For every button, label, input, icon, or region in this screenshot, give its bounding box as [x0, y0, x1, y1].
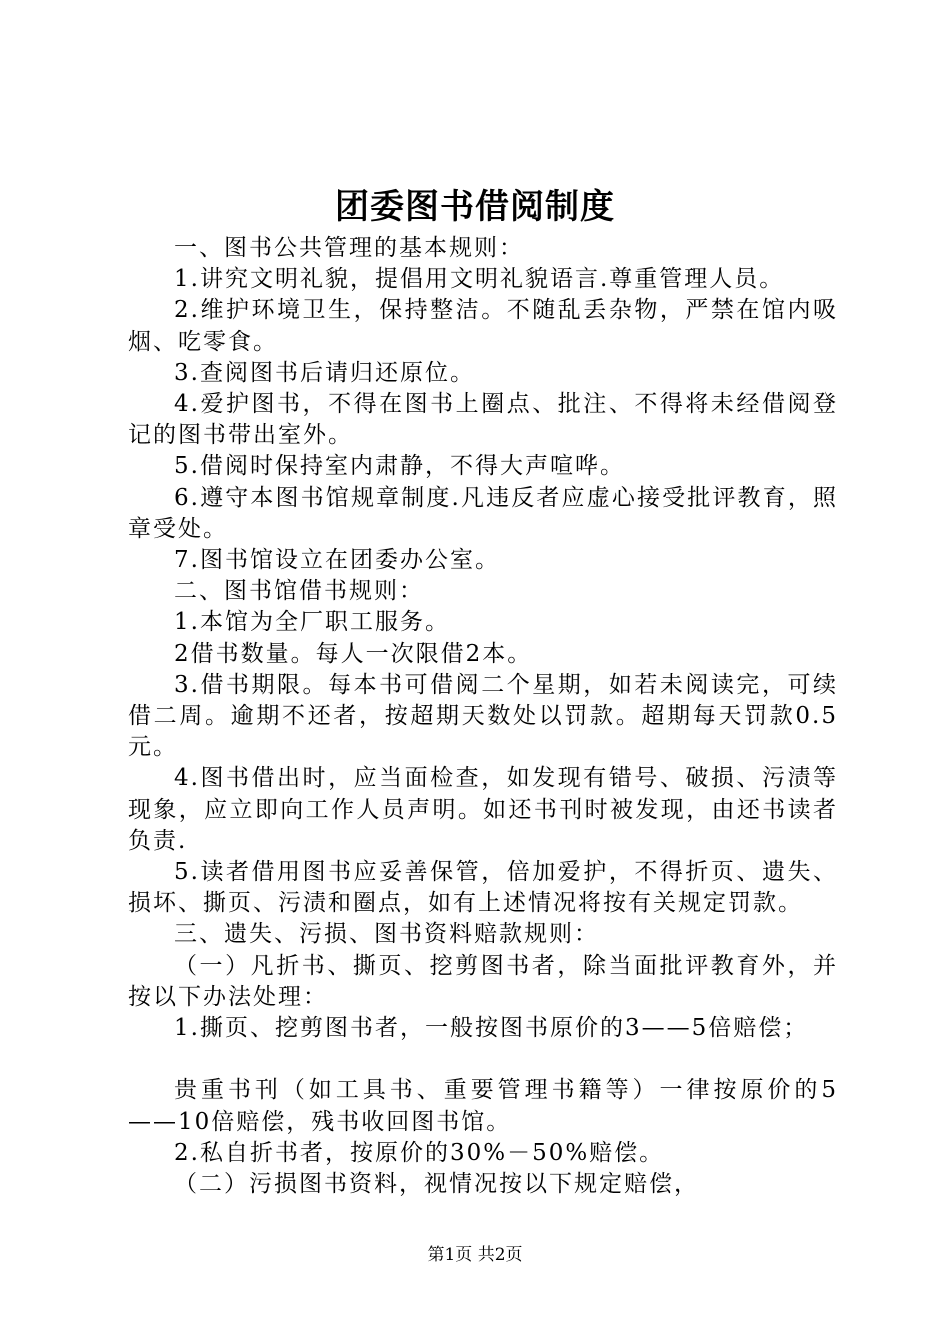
- page-footer: 第1页 共2页: [427, 1245, 523, 1265]
- document-title: 团委图书借阅制度: [335, 187, 615, 227]
- paragraph: 2借书数量。每人一次限借2本。: [174, 640, 533, 667]
- paragraph: 1.本馆为全厂职工服务。: [174, 609, 450, 636]
- document-body: [128, 233, 838, 1200]
- paragraph: 贵重书刊（如工具书、重要管理书籍等）一律按原价的5——10倍赔偿，残书收回图书馆。: [128, 1077, 838, 1135]
- paragraph: （一）凡折书、撕页、挖剪图书者，除当面批评教育外，并按以下办法处理：: [128, 952, 838, 1010]
- paragraph: 1.讲究文明礼貌，提倡用文明礼貌语言.尊重管理人员。: [174, 266, 785, 293]
- section-heading-3: 三、遗失、污损、图书资料赔款规则：: [174, 921, 599, 948]
- paragraph: 4.爱护图书，不得在图书上圈点、批注、不得将未经借阅登记的图书带出室外。: [128, 391, 838, 449]
- paragraph: 7.图书馆设立在团委办公室。: [174, 547, 500, 574]
- paragraph: 5.借阅时保持室内肃静，不得大声喧哗。: [174, 453, 625, 480]
- section-heading-2: 二、图书馆借书规则：: [174, 578, 424, 605]
- paragraph: （二）污损图书资料，视情况按以下规定赔偿，: [174, 1171, 699, 1198]
- blank-line: [128, 1044, 838, 1075]
- paragraph: 1.撕页、挖剪图书者，一般按图书原价的3——5倍赔偿；: [174, 1015, 809, 1042]
- paragraph: 6.遵守本图书馆规章制度.凡违反者应虚心接受批评教育，照章受处。: [128, 484, 838, 542]
- paragraph: 4.图书借出时，应当面检查，如发现有错号、破损、污渍等现象，应立即向工作人员声明。如还书刊时被发现，由还书读者负责.: [128, 765, 838, 854]
- paragraph: 2.私自折书者，按原价的30%－50%赔偿。: [174, 1139, 665, 1166]
- paragraph: 3.借书期限。每本书可借阅二个星期，如若未阅读完，可续借二周。逾期不还者，按超期天数处以罚款。超期每天罚款0.5元。: [128, 671, 838, 761]
- section-heading-1: 一、图书公共管理的基本规则：: [174, 235, 524, 261]
- paragraph: 5.读者借用图书应妥善保管，倍加爱护，不得折页、遗失、损坏、撕页、污渍和圈点，如有上述情况将按有关规定罚款。: [128, 859, 838, 917]
- paragraph: 2.维护环境卫生，保持整洁。不随乱丢杂物，严禁在馆内吸烟、吃零食。: [128, 297, 838, 355]
- paragraph: 3.查阅图书后请归还原位。: [174, 359, 475, 386]
